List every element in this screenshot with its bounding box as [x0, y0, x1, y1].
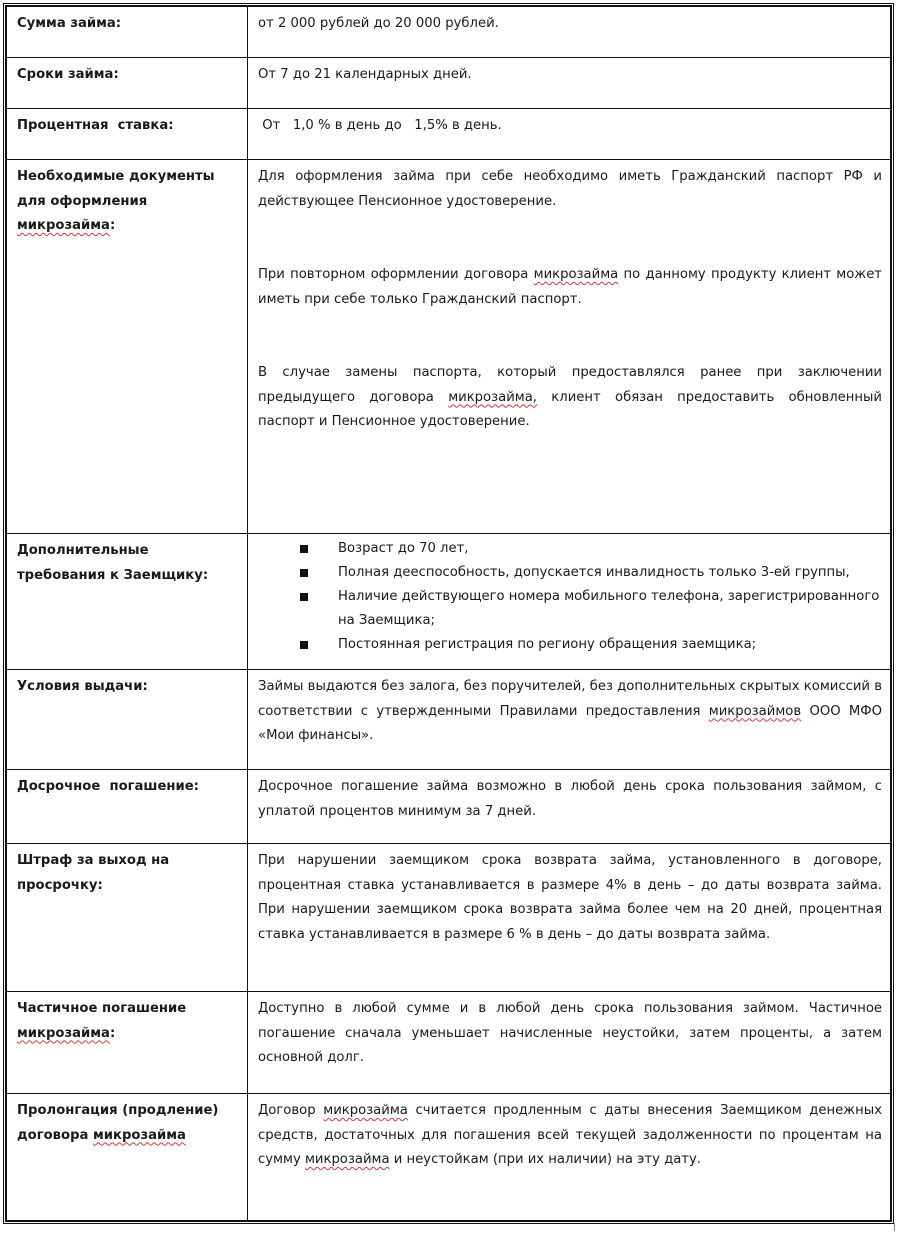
misspelled-word: микрозайма [93, 1127, 186, 1143]
misspelled-word: микрозайма [323, 1103, 408, 1118]
text-span: и неустойкам (при их наличии) на эту дату. [389, 1152, 701, 1167]
label-partial-repayment [7, 992, 248, 1094]
value-required-documents [248, 160, 891, 534]
label-loan-amount: Сумма займа: [7, 7, 248, 58]
label-loan-term: Сроки займа: [7, 58, 248, 109]
list-item-text: Полная дееспособность, допускается инвалидность только 3-ей группы, [338, 565, 850, 580]
text-span: При повторном оформлении договора [258, 267, 534, 282]
documents-paragraph-2 [258, 263, 882, 312]
square-bullet-icon [300, 641, 308, 649]
value-interest-rate: От 1,0 % в день до 1,5% в день. [248, 109, 891, 160]
text-span: считается продленным с даты внесения Заемщиком денежных средств, достаточных для погашения всей текущей задолженности по процентам на сумму [258, 1103, 882, 1167]
row-early-repayment [7, 770, 891, 844]
row-required-documents [7, 160, 891, 534]
misspelled-word: микрозайма [304, 1152, 390, 1167]
label-required-documents [7, 160, 248, 534]
row-issue-conditions [7, 670, 891, 770]
label-colon: : [109, 218, 116, 233]
value-partial-repayment: Доступно в любой сумме и в любой день срока пользования займом. Частичное погашение сначала уменьшает начисленные неустойки, затем проценты, а затем основной долг. [248, 992, 891, 1094]
list-item [298, 537, 882, 561]
label-early-repayment: Досрочное погашение: [7, 770, 248, 844]
label-issue-conditions: Условия выдачи: [7, 670, 248, 770]
label-prolongation-text: Пролонгация (продление) договора [17, 1103, 219, 1143]
misspelled-word: микрозайма, [448, 389, 537, 405]
row-prolongation [7, 1094, 891, 1221]
value-early-repayment: Досрочное погашение займа возможно в любой день срока пользования займом, с уплатой процентов минимум за 7 дней. [248, 770, 891, 844]
value-overdue-penalty: При нарушении заемщиком срока возврата займа, установленного в договоре, процентная ставка устанавливается в размере 4% в день – до даты возврата займа. При нарушении заемщиком срока возврата займа более чем на 20 дней, процентная ставка устанавливается в размере 6 % в день – до даты возврата займа. [248, 844, 891, 992]
misspelled-word: микрозайма [17, 218, 110, 233]
square-bullet-icon [300, 593, 308, 601]
row-loan-term [7, 58, 891, 109]
row-loan-amount [7, 7, 891, 58]
value-prolongation [248, 1094, 891, 1221]
label-required-documents-text: Необходимые документы для оформления [17, 169, 215, 209]
misspelled-word: микрозаймов [708, 703, 802, 719]
square-bullet-icon [300, 569, 308, 577]
label-partial-repayment-text: Частичное погашение [17, 1001, 187, 1016]
label-prolongation [7, 1094, 248, 1221]
list-item-text: Наличие действующего номера мобильного телефона, зарегистрированного на Заемщика; [338, 589, 880, 628]
row-borrower-requirements [7, 534, 891, 670]
misspelled-word: микрозайма [17, 1025, 110, 1041]
value-issue-conditions [248, 670, 891, 770]
square-bullet-icon [300, 545, 308, 553]
row-interest-rate [7, 109, 891, 160]
label-colon: : [109, 1025, 116, 1041]
list-item [298, 561, 882, 585]
row-overdue-penalty [7, 844, 891, 992]
list-item-text: Возраст до 70 лет, [338, 541, 469, 556]
value-loan-term: От 7 до 21 календарных дней. [248, 58, 891, 109]
list-item-text: Постоянная регистрация по региону обращения заемщика; [338, 637, 757, 652]
label-overdue-penalty: Штраф за выход на просрочку: [7, 844, 248, 992]
loan-terms-table-frame [3, 3, 894, 1224]
value-loan-amount: от 2 000 рублей до 20 000 рублей. [248, 7, 891, 58]
label-borrower-requirements: Дополнительные требования к Заемщику: [7, 534, 248, 670]
text-span: Займы выдаются без залога, без поручителей, без дополнительных скрытых комиссий в соответствии с утвержденными Правилами предоставления [258, 679, 882, 719]
row-partial-repayment [7, 992, 891, 1094]
list-item [298, 633, 882, 657]
text-span: Договор [258, 1103, 324, 1118]
text-span: по данному продукту клиент может иметь при себе только Гражданский паспорт. [258, 267, 882, 307]
documents-paragraph-1: Для оформления займа при себе необходимо иметь Гражданский паспорт РФ и действующее Пенсионное удостоверение. [258, 169, 882, 209]
text-span: клиент обязан предоставить обновленный паспорт и Пенсионное удостоверение. [258, 389, 882, 429]
label-interest-rate: Процентная ставка: [7, 109, 248, 160]
value-borrower-requirements [248, 534, 891, 670]
loan-terms-table [6, 6, 891, 1221]
list-item [298, 585, 882, 633]
documents-paragraph-3 [258, 361, 882, 435]
requirements-list [258, 537, 882, 657]
misspelled-word: микрозайма [533, 267, 619, 282]
text-span: ООО МФО «Мои финансы». [258, 703, 882, 743]
text-span: В случае замены паспорта, который предоставлялся ранее при заключении предыдущего договора [258, 365, 882, 405]
